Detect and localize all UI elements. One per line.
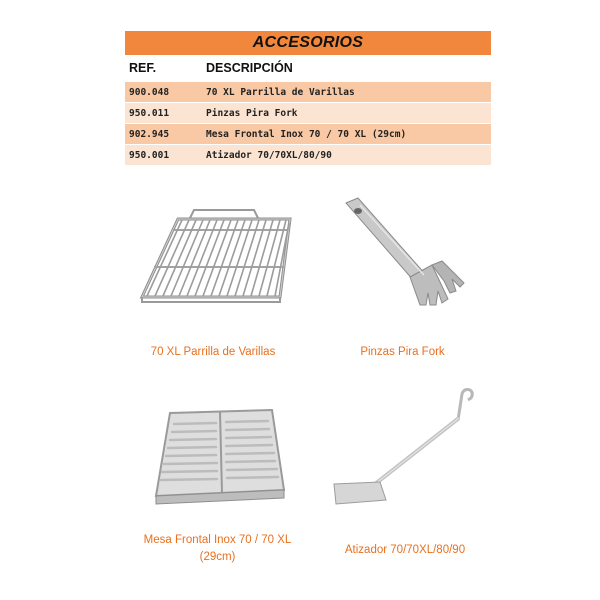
header-ref: REF.	[129, 61, 157, 75]
caption-front-table	[130, 532, 305, 566]
tongs-image	[340, 195, 470, 310]
accessories-table	[125, 31, 491, 165]
header-description: DESCRIPCIÓN	[206, 61, 293, 75]
front-table-image	[150, 408, 290, 518]
row-description: Atizador 70/70XL/80/90	[206, 149, 332, 161]
grill-grate-image	[128, 205, 298, 305]
row-ref: 902.945	[129, 128, 170, 140]
table-row	[125, 123, 491, 144]
row-ref: 950.011	[129, 107, 170, 119]
caption-front-table-line2: (29cm)	[199, 551, 236, 563]
row-description: Pinzas Pira Fork	[206, 107, 298, 119]
table-title: ACCESORIOS	[252, 34, 364, 51]
table-title-bar	[125, 31, 491, 55]
row-description: 70 XL Parrilla de Varillas	[206, 86, 355, 98]
caption-poker: Atizador 70/70XL/80/90	[344, 544, 466, 556]
row-ref: 900.048	[129, 86, 170, 98]
caption-grill-grate: 70 XL Parrilla de Varillas	[150, 346, 276, 358]
caption-front-table-line1: Mesa Frontal Inox 70 / 70 XL	[143, 534, 292, 546]
row-description: Mesa Frontal Inox 70 / 70 XL (29cm)	[206, 128, 407, 140]
caption-tongs: Pinzas Pira Fork	[360, 346, 445, 358]
table-row	[125, 144, 491, 165]
table-header	[125, 55, 491, 81]
table-row	[125, 102, 491, 123]
row-ref: 950.001	[129, 149, 170, 161]
poker-image	[328, 388, 488, 523]
table-row	[125, 81, 491, 102]
